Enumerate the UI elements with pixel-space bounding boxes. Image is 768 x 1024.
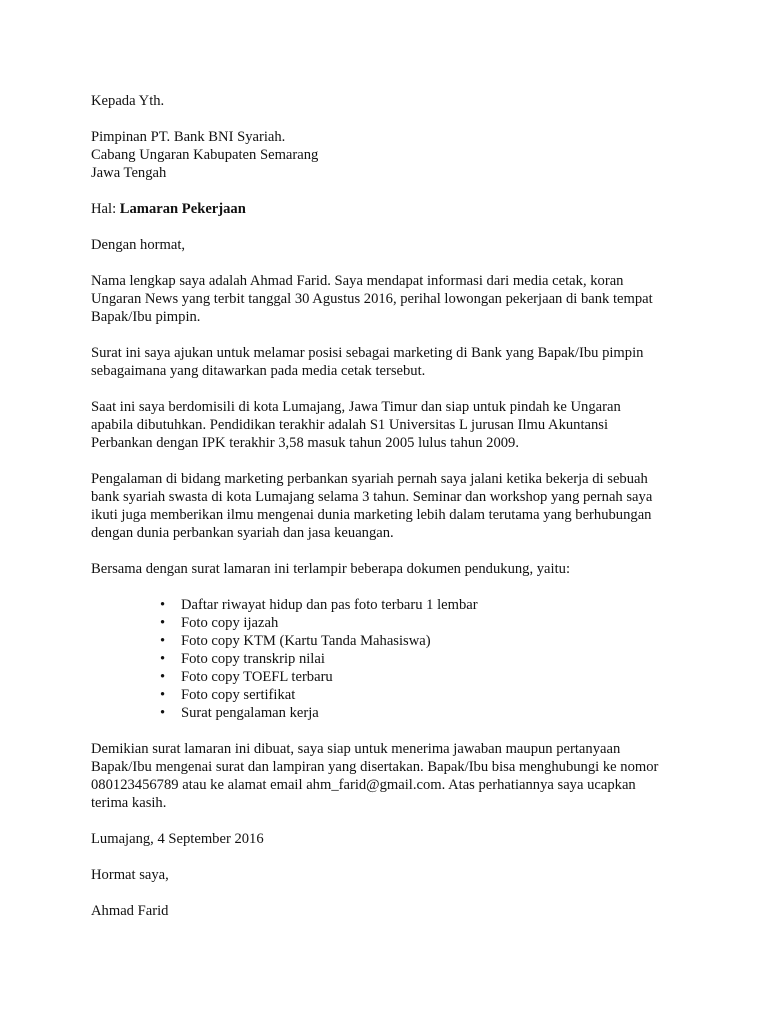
bullet-icon: •	[160, 633, 166, 649]
list-item-text: Surat pengalaman kerja	[181, 705, 319, 721]
bullet-icon: •	[160, 651, 166, 667]
paragraph-closing	[91, 740, 691, 812]
place-date: Lumajang, 4 September 2016	[91, 831, 264, 847]
bullet-icon: •	[160, 687, 166, 703]
signature-name: Ahmad Farid	[91, 903, 169, 919]
paragraph-attachments-intro	[91, 560, 691, 578]
paragraph-line: Surat ini saya ajukan untuk melamar posisi sebagai marketing di Bank yang Bapak/Ibu pimpin	[91, 345, 644, 361]
letter-body	[91, 92, 691, 938]
paragraph-line: apabila dibutuhkan. Pendidikan terakhir adalah S1 Universitas L jurusan Ilmu Akuntansi	[91, 417, 609, 433]
paragraph-line: Pengalaman di bidang marketing perbankan syariah pernah saya jalani ketika bekerja di sebuah	[91, 471, 648, 487]
list-item	[160, 596, 691, 614]
paragraph-line: Demikian surat lamaran ini dibuat, saya siap untuk menerima jawaban maupun pertanyaan	[91, 741, 621, 757]
list-item	[160, 686, 691, 704]
recipient-line: Cabang Ungaran Kabupaten Semarang	[91, 147, 319, 163]
paragraph-line: bank syariah swasta di kota Lumajang selama 3 tahun. Seminar dan workshop yang pernah saya	[91, 489, 653, 505]
paragraph-line: Ungaran News yang terbit tanggal 30 Agustus 2016, perihal lowongan pekerjaan di bank tempat	[91, 291, 653, 307]
salutation: Dengan hormat,	[91, 237, 186, 253]
list-item	[160, 632, 691, 650]
paragraph-line: 080123456789 atau ke alamat email ahm_farid@gmail.com. Atas perhatiannya saya ucapkan	[91, 777, 636, 793]
bullet-icon: •	[160, 597, 166, 613]
paragraph-line: terima kasih.	[91, 795, 167, 811]
sign-off: Hormat saya,	[91, 867, 169, 883]
attachments-list	[91, 596, 691, 722]
paragraph-domicile-education	[91, 398, 691, 452]
list-item-text: Foto copy transkrip nilai	[181, 651, 325, 667]
list-item-text: Foto copy sertifikat	[181, 687, 296, 703]
paragraph-line: Saat ini saya berdomisili di kota Lumajang, Jawa Timur dan siap untuk pindah ke Ungaran	[91, 399, 621, 415]
paragraph-intro	[91, 272, 691, 326]
list-item-text: Foto copy KTM (Kartu Tanda Mahasiswa)	[181, 633, 431, 649]
paragraph-line: Bapak/Ibu mengenai surat dan lampiran yang disertakan. Bapak/Ibu bisa menghubungi ke nomor	[91, 759, 659, 775]
subject-label: Hal:	[91, 201, 120, 217]
paragraph-line: Nama lengkap saya adalah Ahmad Farid. Saya mendapat informasi dari media cetak, koran	[91, 273, 624, 289]
bullet-icon: •	[160, 615, 166, 631]
paragraph-position	[91, 344, 691, 380]
paragraph-line: Perbankan dengan IPK terakhir 3,58 masuk tahun 2005 lulus tahun 2009.	[91, 435, 520, 451]
paragraph-experience	[91, 470, 691, 542]
list-item	[160, 614, 691, 632]
greeting-to: Kepada Yth.	[91, 93, 165, 109]
list-item	[160, 704, 691, 722]
recipient-address	[91, 128, 691, 182]
list-item	[160, 668, 691, 686]
list-item-text: Foto copy TOEFL terbaru	[181, 669, 333, 685]
paragraph-line: sebagaimana yang ditawarkan pada media cetak tersebut.	[91, 363, 426, 379]
recipient-line: Jawa Tengah	[91, 165, 167, 181]
paragraph-line: dengan dunia perbankan syariah dan jasa keuangan.	[91, 525, 394, 541]
paragraph-line: ikuti juga memberikan ilmu mengenai dunia marketing lebih dalam terutama yang berhubungan	[91, 507, 652, 523]
bullet-icon: •	[160, 705, 166, 721]
list-item-text: Foto copy ijazah	[181, 615, 279, 631]
subject-line	[91, 200, 691, 218]
paragraph-line: Bapak/Ibu pimpin.	[91, 309, 201, 325]
subject-value: Lamaran Pekerjaan	[119, 201, 246, 217]
list-item	[160, 650, 691, 668]
recipient-line: Pimpinan PT. Bank BNI Syariah.	[91, 129, 286, 145]
list-item-text: Daftar riwayat hidup dan pas foto terbaru 1 lembar	[181, 597, 478, 613]
bullet-icon: •	[160, 669, 166, 685]
paragraph-line: Bersama dengan surat lamaran ini terlampir beberapa dokumen pendukung, yaitu:	[91, 561, 570, 577]
